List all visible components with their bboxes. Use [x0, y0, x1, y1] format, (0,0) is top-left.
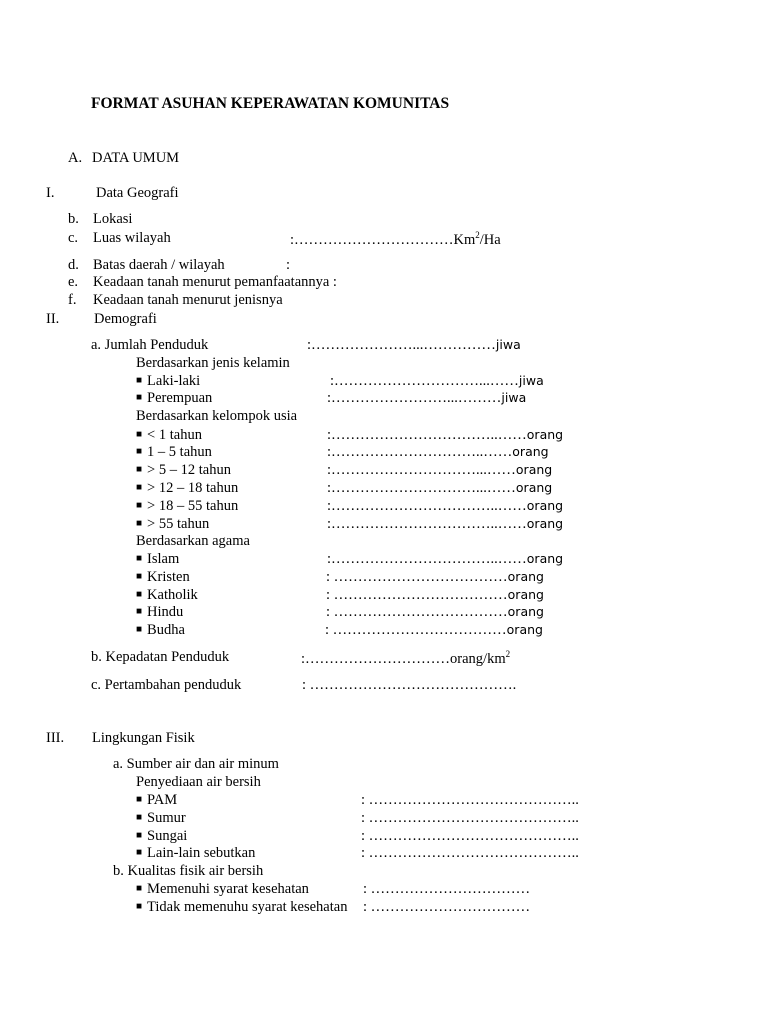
bullet-square-icon: ■ — [136, 375, 143, 386]
item-label: > 18 – 55 tahun — [147, 498, 239, 514]
unit-label: Km — [453, 231, 476, 248]
fill-dots: : ……………………………… — [326, 604, 508, 620]
kepadatan-field[interactable] — [301, 650, 510, 666]
fill-dots: :…………………………...…… — [327, 480, 516, 496]
unit-label: orang — [507, 569, 544, 584]
bullet-square-icon: ■ — [136, 589, 143, 600]
source-field[interactable]: : …………………………………….. — [361, 828, 579, 844]
jumlah-penduduk-label: a. Jumlah Penduduk — [91, 337, 209, 353]
age-item — [136, 481, 238, 496]
bullet-square-icon: ■ — [136, 830, 143, 841]
item-label: Sungai — [147, 828, 188, 844]
religion-subheading: Berdasarkan agama — [136, 533, 250, 549]
item-label: Katholik — [147, 587, 198, 603]
religion-item — [136, 588, 198, 603]
unit-label: orang — [526, 427, 564, 442]
age-item — [136, 445, 212, 460]
bullet-square-icon: ■ — [136, 606, 143, 617]
quality-item — [136, 882, 309, 897]
fill-dots: :…………………...…………… — [307, 337, 496, 353]
geo-item-marker: c. — [68, 230, 79, 246]
item-label: Laki-laki — [147, 373, 201, 389]
age-field[interactable] — [327, 428, 563, 443]
section-iii-numeral: III. — [46, 730, 65, 746]
unit-label: orang — [506, 622, 543, 637]
religion-item — [136, 552, 179, 567]
source-field[interactable]: : …………………………………….. — [361, 792, 579, 808]
item-label: < 1 tahun — [147, 427, 202, 443]
religion-field[interactable] — [327, 552, 563, 567]
source-item — [136, 793, 177, 808]
item-label: Kristen — [147, 569, 190, 585]
bullet-square-icon: ■ — [136, 500, 143, 511]
laki-laki-field[interactable] — [330, 374, 544, 389]
unit-label: orang — [515, 480, 553, 495]
source-field[interactable]: : …………………………………….. — [361, 845, 579, 861]
quality-field[interactable]: : …………………………… — [363, 881, 531, 897]
age-field[interactable] — [327, 517, 563, 532]
geo-item-lokasi: Lokasi — [93, 211, 133, 227]
luas-wilayah-field[interactable] — [290, 231, 501, 247]
bullet-square-icon: ■ — [136, 464, 143, 475]
unit-label: jiwa — [501, 390, 527, 405]
unit-label: orang — [526, 551, 564, 566]
religion-field[interactable] — [326, 605, 544, 620]
section-ii-heading: Demografi — [94, 311, 157, 327]
age-subheading: Berdasarkan kelompok usia — [136, 408, 298, 424]
penyediaan-subheading: Penyediaan air bersih — [136, 774, 261, 790]
religion-field[interactable] — [326, 588, 544, 603]
age-item — [136, 499, 238, 514]
item-label: Tidak memenuhu syarat kesehatan — [147, 899, 348, 915]
source-item — [136, 846, 255, 861]
item-label: > 12 – 18 tahun — [147, 480, 239, 496]
section-a-heading: DATA UMUM — [92, 150, 180, 166]
section-a-marker: A. — [68, 150, 83, 166]
item-label: Memenuhi syarat kesehatan — [147, 881, 309, 897]
item-label: > 5 – 12 tahun — [147, 462, 231, 478]
geo-item-marker: e. — [68, 274, 79, 290]
bullet-square-icon: ■ — [136, 429, 143, 440]
bullet-square-icon: ■ — [136, 812, 143, 823]
fill-dots: :………………………… — [301, 650, 451, 667]
item-label: Budha — [147, 622, 185, 638]
gender-subheading: Berdasarkan jenis kelamin — [136, 355, 290, 371]
religion-item — [136, 570, 190, 585]
age-item — [136, 517, 209, 532]
unit-label: orang — [512, 444, 549, 459]
item-label: > 55 tahun — [147, 516, 210, 532]
geo-item-pemanfaatan: Keadaan tanah menurut pemanfaatannya : — [93, 274, 337, 290]
unit-label: jiwa — [518, 373, 544, 388]
item-label: Perempuan — [147, 390, 213, 406]
bullet-square-icon: ■ — [136, 794, 143, 805]
pertambahan-label: c. Pertambahan penduduk — [91, 677, 242, 693]
item-label: PAM — [147, 792, 178, 808]
fill-dots: :……………………………..…… — [327, 516, 527, 532]
gender-item-perempuan — [136, 391, 212, 406]
fill-dots: :…………………………… — [290, 231, 454, 248]
section-iii-heading: Lingkungan Fisik — [92, 730, 195, 746]
unit-label: orang — [507, 587, 544, 602]
fill-dots: :…………………………...…… — [330, 373, 519, 389]
age-field[interactable] — [327, 463, 552, 478]
geo-item-marker: d. — [68, 257, 79, 273]
source-item — [136, 829, 187, 844]
jumlah-penduduk-field[interactable] — [307, 338, 521, 353]
age-field[interactable] — [327, 499, 563, 514]
geo-item-marker: f. — [68, 292, 77, 308]
unit-label: jiwa — [495, 337, 521, 352]
unit-superscript: 2 — [475, 230, 480, 240]
quality-item — [136, 900, 347, 915]
age-item — [136, 463, 231, 478]
fill-dots: :……………………………..…… — [327, 427, 527, 443]
unit-suffix: /Ha — [479, 231, 501, 248]
geo-item-marker: b. — [68, 211, 79, 227]
unit-label: orang — [526, 498, 564, 513]
unit-label: orang/km — [450, 650, 506, 667]
section-i-numeral: I. — [46, 185, 55, 201]
kepadatan-label: b. Kepadatan Penduduk — [91, 649, 230, 665]
fill-dots: :…………………………...…… — [327, 462, 516, 478]
geo-item-luas-wilayah: Luas wilayah — [93, 230, 171, 246]
unit-label: orang — [526, 516, 564, 531]
item-label: Lain-lain sebutkan — [147, 845, 256, 861]
kualitas-label: b. Kualitas fisik air bersih — [113, 863, 264, 879]
bullet-square-icon: ■ — [136, 883, 143, 894]
bullet-square-icon: ■ — [136, 553, 143, 564]
item-label: 1 – 5 tahun — [147, 444, 212, 460]
bullet-square-icon: ■ — [136, 571, 143, 582]
batas-field[interactable]: : — [286, 257, 291, 273]
item-label: Sumur — [147, 810, 186, 826]
quality-field[interactable]: : …………………………… — [363, 899, 531, 915]
bullet-square-icon: ■ — [136, 624, 143, 635]
geo-item-jenis: Keadaan tanah menurut jenisnya — [93, 292, 283, 308]
religion-field[interactable] — [325, 623, 543, 638]
section-ii-numeral: II. — [46, 311, 60, 327]
pertambahan-field[interactable]: : ……………………………………. — [302, 677, 517, 693]
fill-dots: :……………………………..…… — [327, 498, 527, 514]
geo-item-batas: Batas daerah / wilayah — [93, 257, 225, 273]
unit-label: orang — [515, 462, 553, 477]
fill-dots: :……………………………..…… — [327, 551, 527, 567]
source-field[interactable]: : …………………………………….. — [361, 810, 579, 826]
religion-item — [136, 605, 183, 620]
source-item — [136, 811, 186, 826]
perempuan-field[interactable] — [327, 391, 526, 406]
age-item — [136, 428, 202, 443]
fill-dots: : ……………………………… — [325, 622, 507, 638]
fill-dots: :…………………………..…… — [327, 444, 513, 460]
item-label: Islam — [147, 551, 180, 567]
bullet-square-icon: ■ — [136, 901, 143, 912]
fill-dots: : ……………………………… — [326, 569, 508, 585]
unit-label: orang — [507, 604, 544, 619]
gender-item-laki-laki — [136, 374, 200, 389]
bullet-square-icon: ■ — [136, 518, 143, 529]
bullet-square-icon: ■ — [136, 482, 143, 493]
religion-item — [136, 623, 185, 638]
item-label: Hindu — [147, 604, 184, 620]
unit-superscript: 2 — [505, 649, 511, 659]
religion-field[interactable] — [326, 570, 544, 585]
bullet-square-icon: ■ — [136, 446, 143, 457]
age-field[interactable] — [327, 481, 552, 496]
fill-dots: : ……………………………… — [326, 587, 508, 603]
age-field[interactable] — [327, 445, 549, 460]
document-title: FORMAT ASUHAN KEPERAWATAN KOMUNITAS — [91, 95, 450, 112]
bullet-square-icon: ■ — [136, 847, 143, 858]
fill-dots: :……………………...……… — [327, 390, 502, 406]
bullet-square-icon: ■ — [136, 392, 143, 403]
sumber-air-label: a. Sumber air dan air minum — [113, 756, 279, 772]
section-i-heading: Data Geografi — [96, 185, 179, 201]
